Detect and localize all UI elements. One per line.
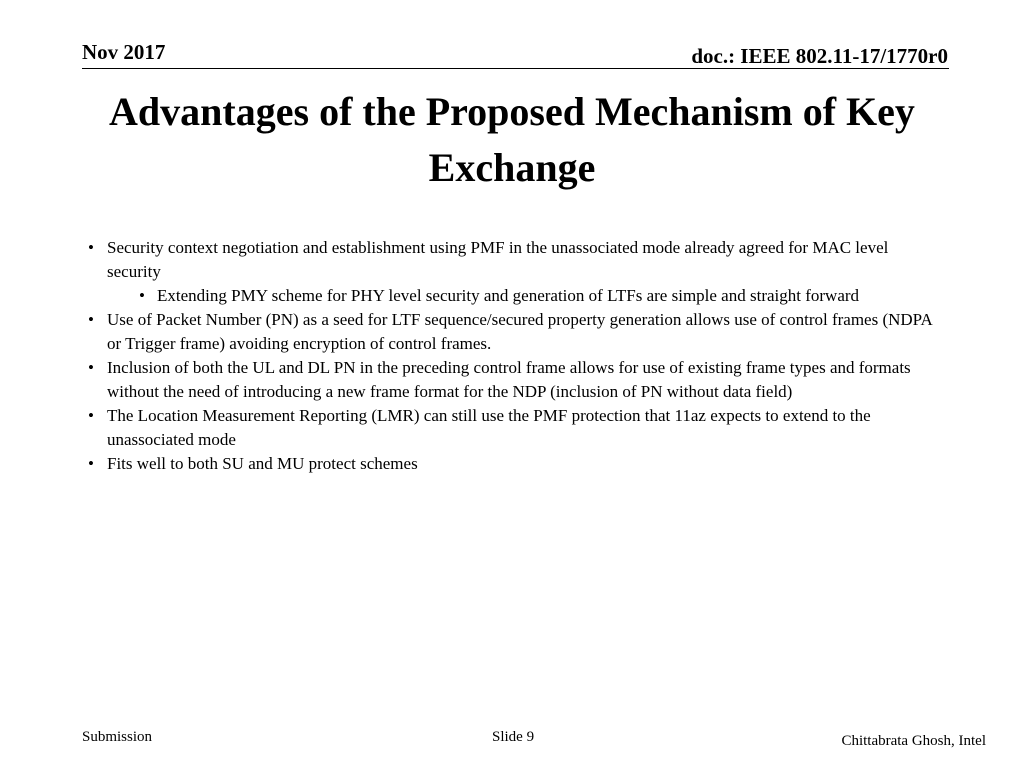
bullet-item xyxy=(86,404,946,452)
bullet-dot-icon: • xyxy=(88,406,94,425)
footer-slide-number: Slide 9 xyxy=(492,729,535,745)
bullet-list xyxy=(86,236,946,476)
bullet-item xyxy=(86,308,946,356)
slide-title: Advantages of the Proposed Mechanism of Key Exchange xyxy=(109,89,915,190)
bullet-text: Extending PMY scheme for PHY level security and generation of LTFs are simple and straight forward xyxy=(157,286,860,305)
bullet-text: The Location Measurement Reporting (LMR) can still use the PMF protection that 11az expects to extend to the unassociated mode xyxy=(107,406,871,449)
bullet-dot-icon: • xyxy=(139,286,145,305)
footer-author: Chittabrata Ghosh, Intel xyxy=(841,733,986,749)
footer-submission: Submission xyxy=(82,729,153,745)
bullet-dot-icon: • xyxy=(88,358,94,377)
sub-bullet-item xyxy=(86,284,946,308)
bullet-text: Inclusion of both the UL and DL PN in the preceding control frame allows for use of existing frame types and formats without the need of introducing a new frame format for the NDP (inclusion of PN without data field) xyxy=(107,358,911,401)
header-divider xyxy=(82,68,949,69)
bullet-dot-icon: • xyxy=(88,310,94,329)
bullet-text: Fits well to both SU and MU protect schemes xyxy=(107,454,418,473)
bullet-text: Use of Packet Number (PN) as a seed for LTF sequence/secured property generation allows use of control frames (NDPA or Trigger frame) avoiding encryption of control frames. xyxy=(107,310,932,353)
bullet-item xyxy=(86,452,946,476)
header-date: Nov 2017 xyxy=(82,40,166,64)
bullet-dot-icon: • xyxy=(88,238,94,257)
bullet-item xyxy=(86,236,946,284)
header-doc-id: doc.: IEEE 802.11-17/1770r0 xyxy=(691,44,948,68)
bullet-dot-icon: • xyxy=(88,454,94,473)
bullet-item xyxy=(86,356,946,404)
bullet-text: Security context negotiation and establishment using PMF in the unassociated mode already agreed for MAC level security xyxy=(107,238,889,281)
